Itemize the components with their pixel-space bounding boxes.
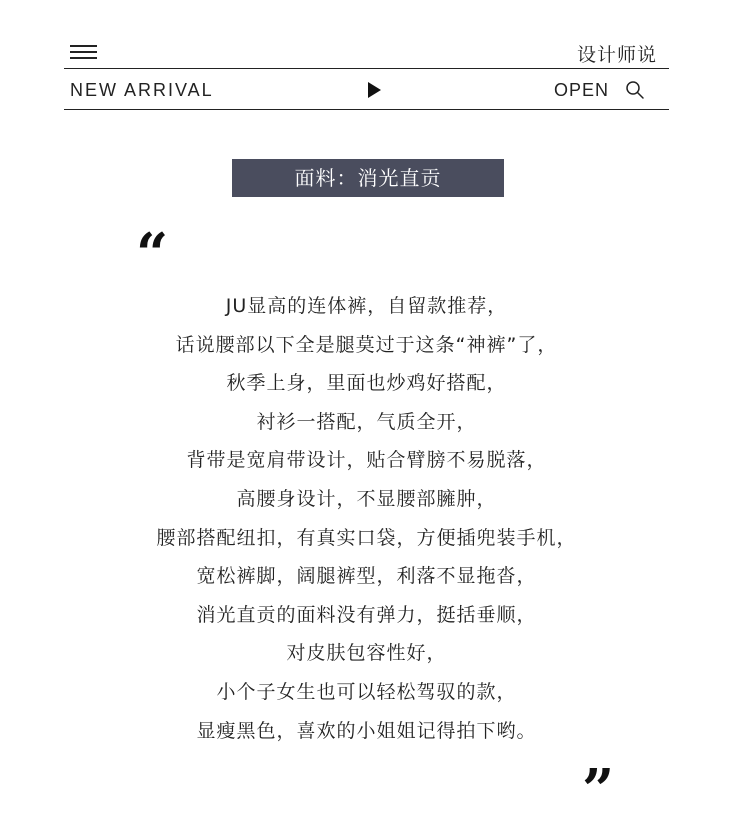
- description-line: 对皮肤包容性好，: [286, 642, 447, 665]
- description-line: 高腰身设计，不显腰部臃肿，: [236, 487, 497, 510]
- fabric-badge: 面料：消光直贡: [232, 159, 504, 197]
- top-bar: [64, 36, 669, 69]
- description-line: 显瘦黑色，喜欢的小姐姐记得拍下哟。: [196, 719, 537, 742]
- description-line: 背带是宽肩带设计，贴合臂膀不易脱落，: [186, 449, 547, 472]
- new-arrival-label: NEW ARRIVAL: [70, 80, 214, 100]
- close-quote-mark: ”: [582, 757, 615, 823]
- open-button[interactable]: OPEN: [554, 80, 610, 100]
- description-line: 话说腰部以下全是腿莫过于这条“神裤”了，: [175, 333, 558, 356]
- nav-bar: [64, 69, 669, 110]
- description-line: JU显高的连体裤，自留款推荐，: [225, 295, 508, 317]
- open-quote-mark: “: [136, 221, 169, 287]
- product-description: [64, 287, 669, 750]
- search-icon[interactable]: [625, 80, 645, 100]
- hamburger-menu-icon[interactable]: [70, 45, 97, 59]
- description-line: 消光直贡的面料没有弹力，挺括垂顺，: [196, 603, 537, 626]
- designer-says-title: 设计师说: [576, 44, 657, 66]
- description-line: 秋季上身，里面也炒鸡好搭配，: [226, 372, 507, 395]
- menu-bar-line: [70, 57, 97, 59]
- menu-bar-line: [70, 51, 97, 53]
- play-icon[interactable]: [368, 82, 381, 98]
- description-line: 衬衫一搭配，气质全开，: [256, 410, 477, 433]
- description-line: 宽松裤脚，阔腿裤型，利落不显拖沓，: [196, 565, 537, 588]
- menu-bar-line: [70, 45, 97, 47]
- description-line: 腰部搭配纽扣，有真实口袋，方便插兜装手机，: [156, 526, 577, 549]
- description-line: 小个子女生也可以轻松驾驭的款，: [216, 680, 517, 703]
